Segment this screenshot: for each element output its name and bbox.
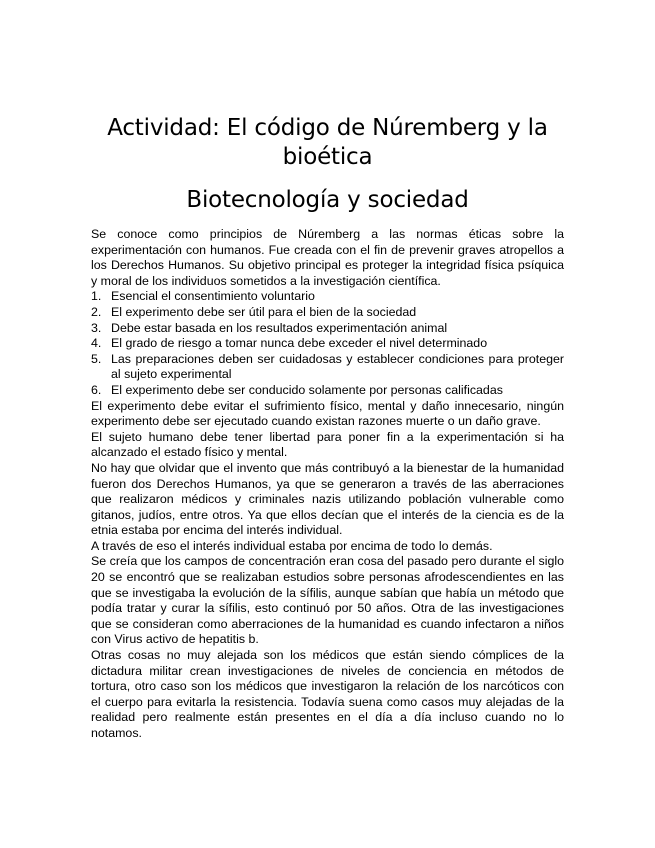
list-item [91, 383, 564, 399]
list-item-text: Las preparaciones deben ser cuidadosas y establecer condiciones para proteger al sujeto experimental [111, 351, 564, 382]
list-item-number: 3. [91, 320, 102, 335]
list-item-text: El experimento debe ser útil para el bien de la sociedad [111, 304, 417, 319]
document-title: Actividad: El código de Núremberg y la bioética [107, 115, 548, 170]
body-paragraph: No hay que olvidar que el invento que más contribuyó a la bienestar de la humanidad fueron dos Derechos Humanos, ya que se generaron a través de las aberraciones que realizaron médicos y criminales nazis utilizando población vulnerable como gitanos, judíos, entre otros. Ya que ellos decían que el interés de la ciencia es de la etnia estaba por encima del interés individual. [91, 460, 564, 538]
body-paragraph: Se creía que los campos de concentración eran cosa del pasado pero durante el siglo 20 se encontró que se realizaban estudios sobre personas afrodescendientes en las que se investigaba la evolución de la sífilis, aunque sabían que había un método que podía tratar y curar la sífilis, esto continuó por 50 años. Otra de las investigaciones que se consideran como aberraciones de la humanidad es cuando infectaron a niños con Virus activo de hepatitis b. [91, 554, 564, 647]
list-item-text: Esencial el consentimiento voluntario [111, 289, 315, 304]
list-item [91, 352, 564, 383]
list-item-text: El experimento debe ser conducido solamente por personas calificadas [111, 382, 503, 397]
list-item [91, 321, 564, 337]
list-item [91, 305, 564, 321]
list-item [91, 289, 564, 305]
list-item-number: 6. [91, 382, 102, 397]
body-paragraph: El experimento debe evitar el sufrimiento físico, mental y daño innecesario, ningún experimento debe ser ejecutado cuando existan razones muerte o un daño grave. [91, 398, 564, 429]
list-item-number: 4. [91, 336, 102, 351]
list-item-number: 5. [91, 351, 102, 366]
list-item [91, 336, 564, 352]
list-item-number: 1. [91, 289, 102, 304]
document-body [91, 227, 564, 742]
body-paragraph: El sujeto humano debe tener libertad para poner fin a la experimentación si ha alcanzado el estado físico y mental. [91, 429, 564, 460]
body-paragraph: A través de eso el interés individual estaba por encima de todo lo demás. [91, 538, 493, 553]
list-item-text: El grado de riesgo a tomar nunca debe exceder el nivel determinado [111, 336, 488, 351]
principles-list [91, 289, 564, 398]
body-paragraph: Otras cosas no muy alejada son los médicos que están siendo cómplices de la dictadura militar crean investigaciones de niveles de conciencia en métodos de tortura, otro caso son los médicos que investigaron la relación de los narcóticos con el cuerpo para evitarla la resistencia. Todavía suena como casos muy alejadas de la realidad pero realmente están presentes en el día a día incluso cuando no lo notamos. [91, 648, 564, 740]
document-content [91, 114, 564, 742]
list-item-text: Debe estar basada en los resultados experimentación animal [111, 320, 448, 335]
list-item-number: 2. [91, 304, 102, 319]
intro-paragraph: Se conoce como principios de Núremberg a las normas éticas sobre la experimentación con humanos. Fue creada con el fin de prevenir graves atropellos a los Derechos Humanos. Su objetivo principal es proteger la integridad física psíquica y moral de los individuos sometidos a la investigación científica. [91, 227, 564, 288]
document-subtitle: Biotecnología y sociedad [186, 187, 469, 213]
